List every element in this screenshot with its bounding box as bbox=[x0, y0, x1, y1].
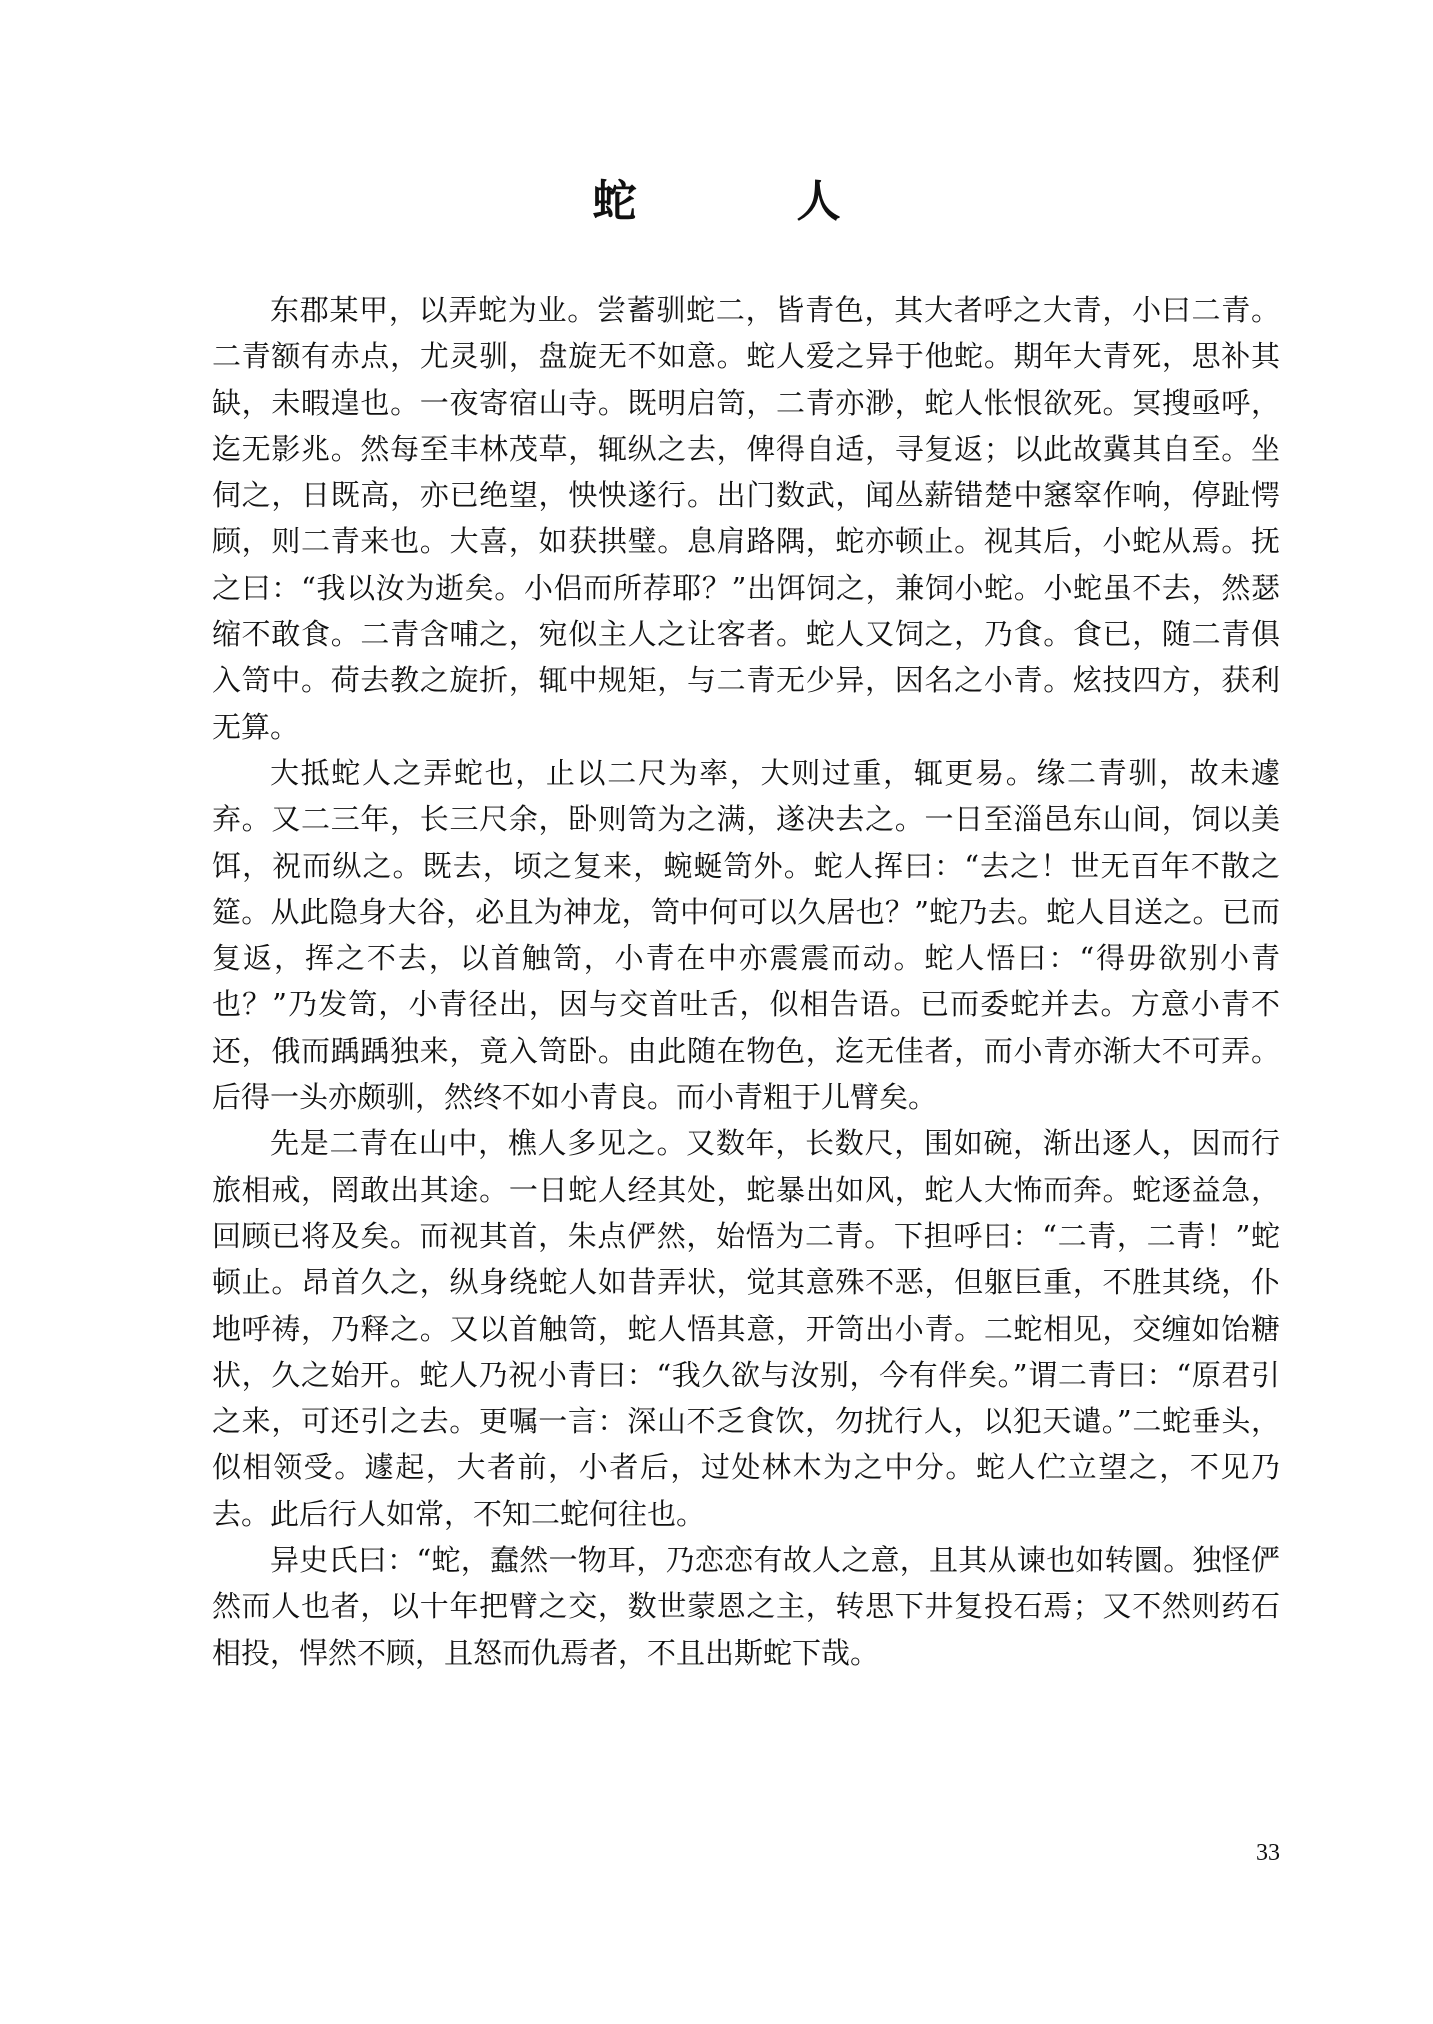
page-number: 33 bbox=[1256, 1840, 1280, 1866]
paragraph-4: 异史氏曰：“蛇，蠢然一物耳，乃恋恋有故人之意，且其从谏也如转圜。独怪俨然而人也者，以十年把臂之交，数世蒙恩之主，转思下井复投石焉；又不然则药石相投，悍然不顾，且怒而仇焉者，不且出斯蛇下哉。 bbox=[212, 1543, 1280, 1670]
page-title: 蛇 人 bbox=[592, 176, 899, 227]
paragraph-3: 先是二青在山中，樵人多见之。又数年，长数尺，围如碗，渐出逐人，因而行旅相戒，罔敢出其途。一日蛇人经其处，蛇暴出如风，蛇人大怖而奔。蛇逐益急，回顾已将及矣。而视其首，朱点俨然，始悟为二青。下担呼曰：“二青，二青！”蛇顿止。昂首久之，纵身绕蛇人如昔弄状，觉其意殊不恶，但躯巨重，不胜其绕，仆地呼祷，乃释之。又以首触笥，蛇人悟其意，开笥出小青。二蛇相见，交缠如饴糖状，久之始开。蛇人乃祝小青曰：“我久欲与汝别，今有伴矣。”谓二青曰：“原君引之来，可还引之去。更嘱一言：深山不乏食饮，勿扰行人，以犯天谴。”二蛇垂头，似相领受。遽起，大者前，小者后，过处林木为之中分。蛇人伫立望之，不见乃去。此后行人如常，不知二蛇何往也。 bbox=[212, 1126, 1280, 1531]
paragraph-2: 大抵蛇人之弄蛇也，止以二尺为率，大则过重，辄更易。缘二青驯，故未遽弃。又二三年，长三尺余，卧则笥为之满，遂决去之。一日至淄邑东山间，饲以美饵，祝而纵之。既去，顷之复来，蜿蜒笥外。蛇人挥曰：“去之！世无百年不散之筵。从此隐身大谷，必且为神龙，笥中何可以久居也？”蛇乃去。蛇人目送之。已而复返，挥之不去，以首触笥，小青在中亦震震而动。蛇人悟曰：“得毋欲别小青也？”乃发笥，小青径出，因与交首吐舌，似相告语。已而委蛇并去。方意小青不还，俄而踽踽独来，竟入笥卧。由此随在物色，迄无佳者，而小青亦渐大不可弄。后得一头亦颇驯，然终不如小青良。而小青粗于儿臂矣。 bbox=[212, 755, 1280, 1115]
paragraph-1: 东郡某甲，以弄蛇为业。尝蓄驯蛇二，皆青色，其大者呼之大青，小曰二青。二青额有赤点，尤灵驯，盘旋无不如意。蛇人爱之异于他蛇。期年大青死，思补其缺，未暇遑也。一夜寄宿山寺。既明启笥，二青亦渺，蛇人怅恨欲死。冥搜亟呼，迄无影兆。然每至丰林茂草，辄纵之去，俾得自适，寻复返；以此故冀其自至。坐伺之，日既高，亦已绝望，怏怏遂行。出门数武，闻丛薪错楚中窸窣作响，停趾愕顾，则二青来也。大喜，如获拱璧。息肩路隅，蛇亦顿止。视其后，小蛇从焉。抚之曰：“我以汝为逝矣。小侣而所荐耶？”出饵饲之，兼饲小蛇。小蛇虽不去，然瑟缩不敢食。二青含哺之，宛似主人之让客者。蛇人又饲之，乃食。食已，随二青俱入笥中。荷去教之旋折，辄中规矩，与二青无少异，因名之小青。炫技四方，获利无算。 bbox=[212, 293, 1280, 744]
body-text bbox=[212, 287, 1280, 1676]
